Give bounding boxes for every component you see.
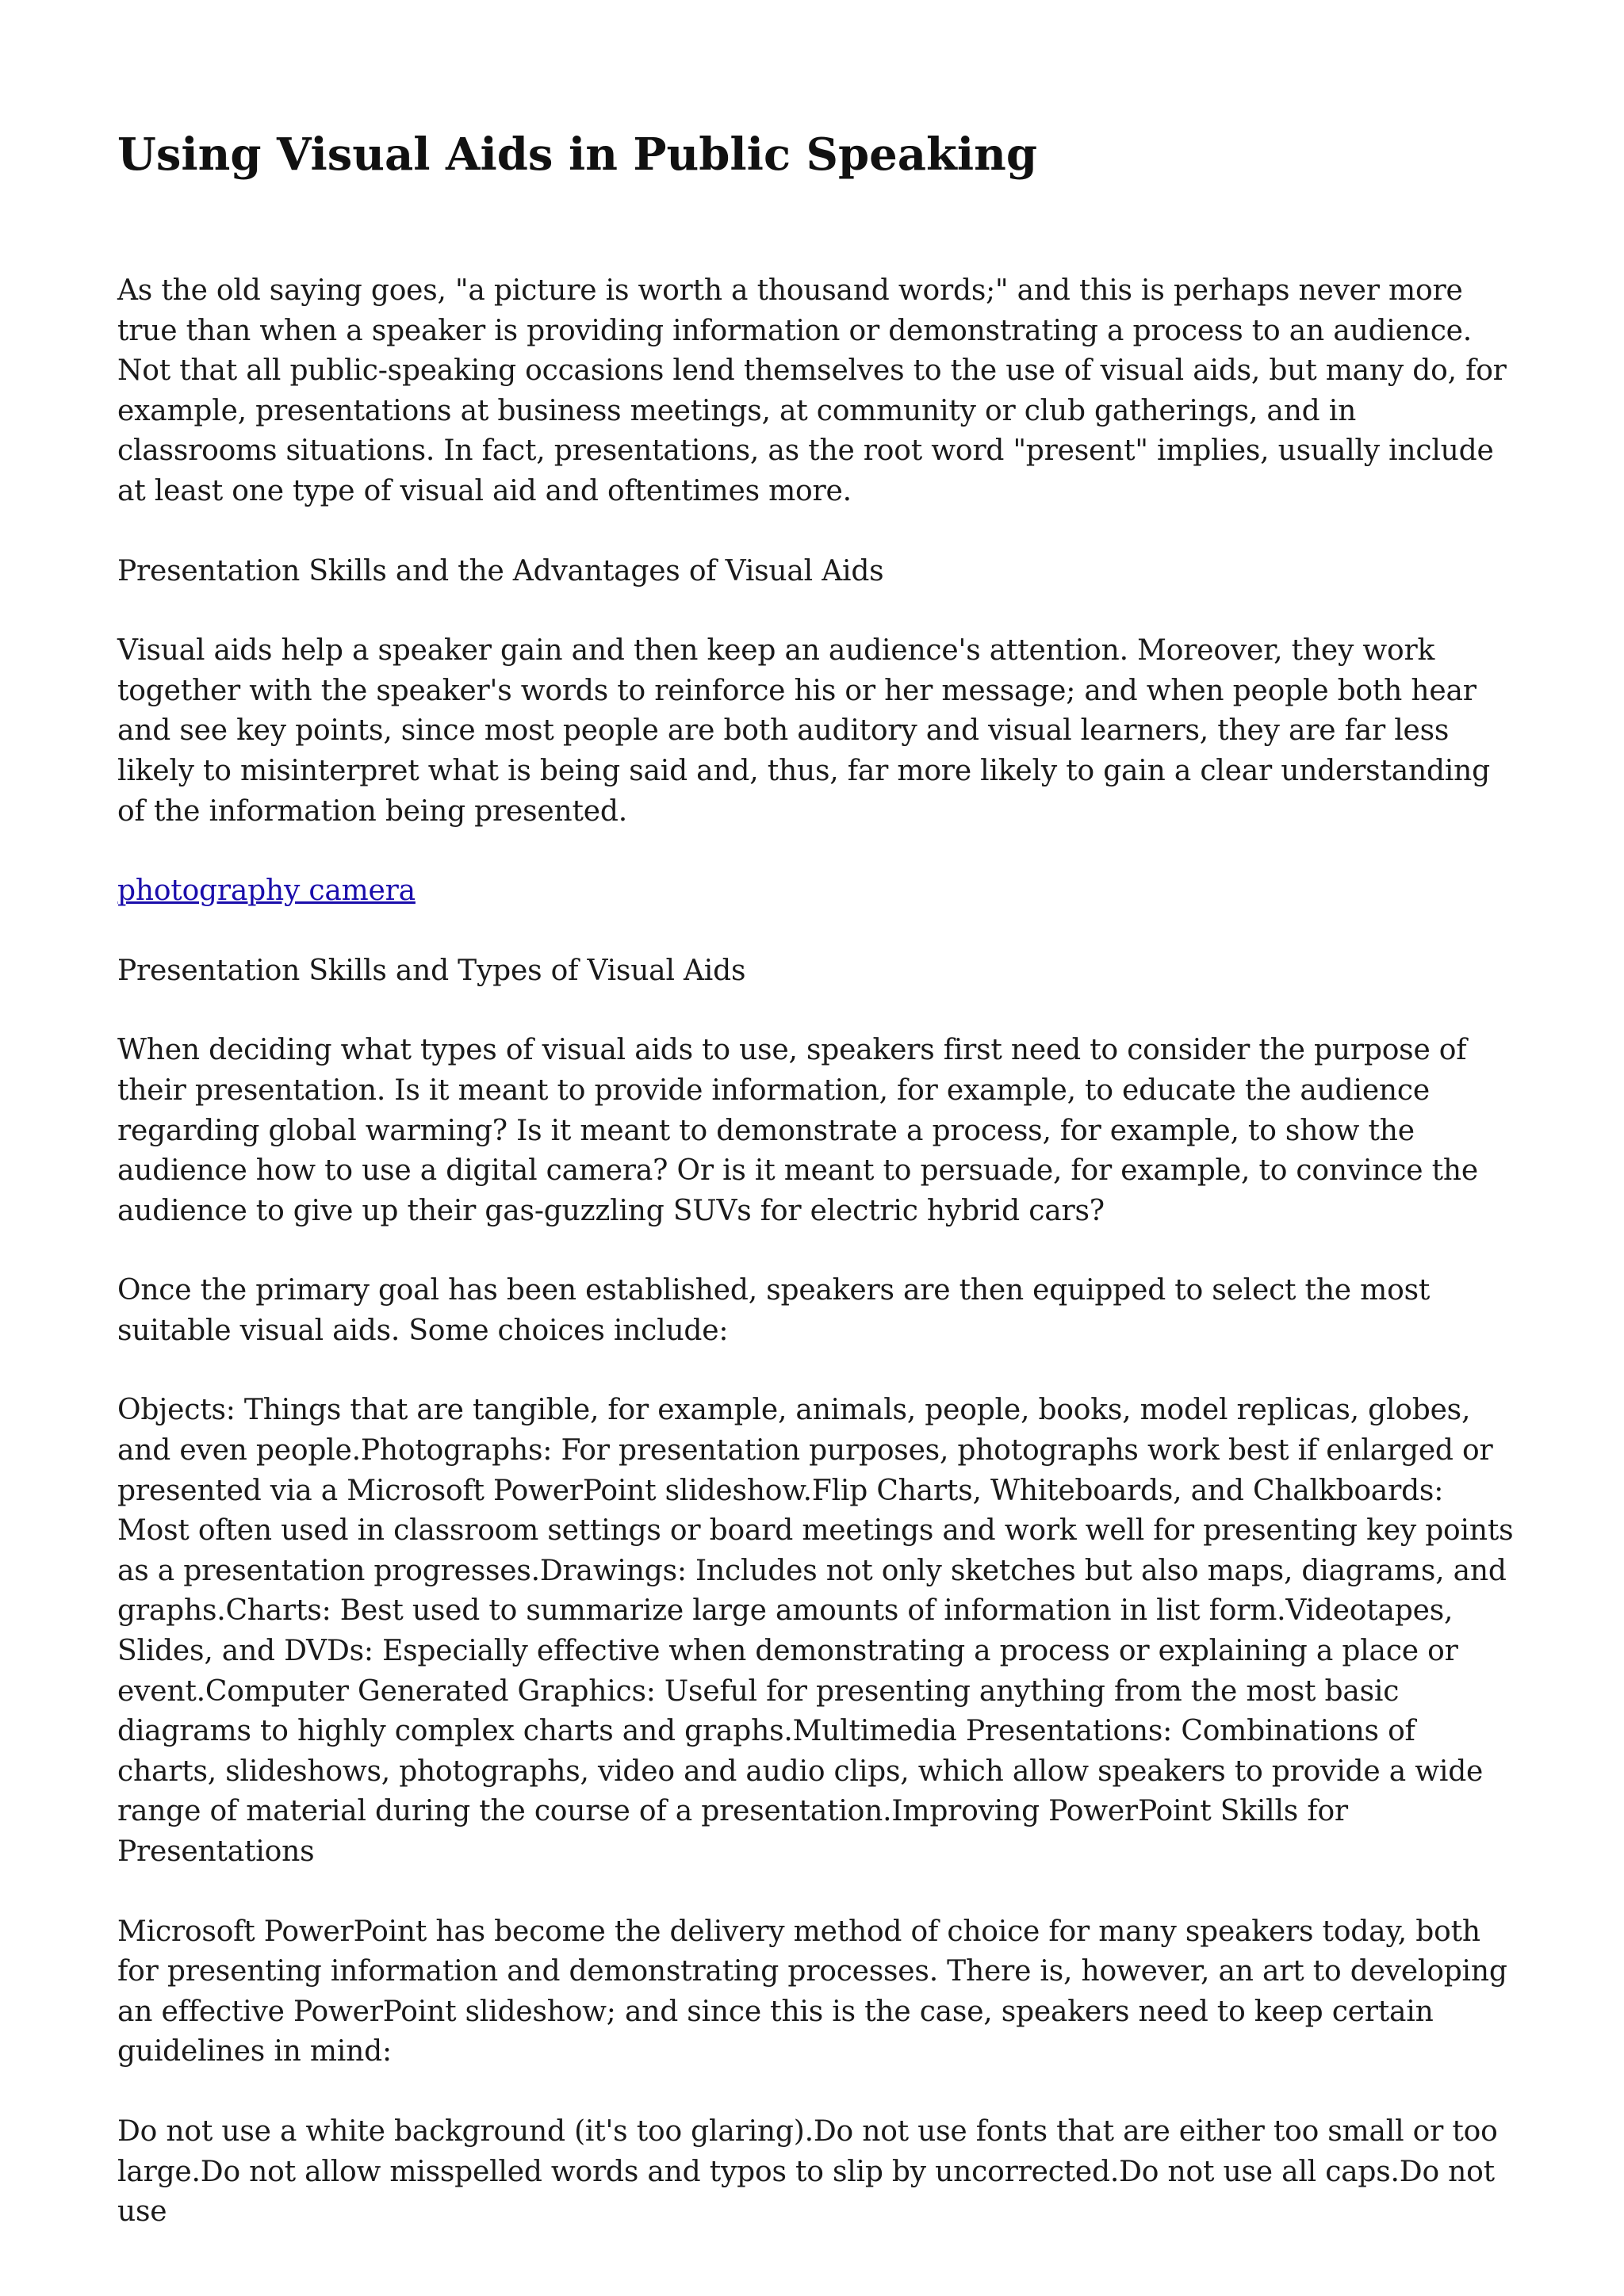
paragraph-choices: Objects: Things that are tangible, for example, animals, people, books, model replicas, globes, and even people.Photographs: For presentation purposes, photographs work best if enlarged or presented via a Microsoft PowerPoint slideshow.Flip Charts, Whiteboards, and Chalkboards: Most often used in classroom settings or board meetings and work well for presenting key points as a presentation progresses.Drawings: Includes not only sketches but also maps, diagrams, and graphs.Charts: Best used to summarize large amounts of information in list form.Videotapes, Slides, and DVDs: Especially effective when demonstrating a process or explaining a place or event.Computer Generated Graphics: Useful for presenting anything from the most basic diagrams to highly complex charts and graphs.Multimedia Presentations: Combinations of charts, slideshows, photographs, video and audio clips, which allow speakers to provide a wide range of material during the course of a presentation.Improving PowerPoint Skills for Presentations [117,1394,1514,1868]
paragraph-advantages: Visual aids help a speaker gain and then keep an audience's attention. Moreover, they work together with the speaker's words to reinforce his or her message; and when people both hear and see key points, since most people are both auditory and visual learners, they are far less likely to misinterpret what is being said and, thus, far more likely to gain a clear understanding of the information being presented. [117,634,1490,828]
section-heading-advantages: Presentation Skills and the Advantages of Visual Aids [117,554,884,587]
page-title: Using Visual Aids in Public Speaking [117,128,1038,181]
paragraph-powerpoint: Microsoft PowerPoint has become the delivery method of choice for many speakers today, both for presenting information and demonstrating processes. There is, however, an art to developing an effective PowerPoint slideshow; and since this is the case, speakers need to keep certain guidelines in mind: [117,1915,1507,2068]
section-heading-types: Presentation Skills and Types of Visual Aids [117,954,746,987]
paragraph-goal: Once the primary goal has been established, speakers are then equipped to select the most suitable visual aids. Some choices include: [117,1274,1431,1347]
link-paragraph [117,871,1521,912]
document-page [117,127,1521,2272]
paragraph-types: When deciding what types of visual aids to use, speakers first need to consider the purpose of their presentation. Is it meant to provide information, for example, to educate the audience regarding global warming? Is it meant to demonstrate a process, for example, to show the audience how to use a digital camera? Or is it meant to persuade, for example, to convince the audience to give up their gas-guzzling SUVs for electric hybrid cars? [117,1034,1478,1227]
photography-camera-link[interactable]: photography camera [117,874,416,908]
paragraph-intro: As the old saying goes, "a picture is worth a thousand words;" and this is perhaps never more true than when a speaker is providing information or demonstrating a process to an audience. Not that all public-speaking occasions lend themselves to the use of visual aids, but many do, for example, presentations at business meetings, at community or club gatherings, and in classrooms situations. In fact, presentations, as the root word "present" implies, usually include at least one type of visual aid and oftentimes more. [117,274,1507,507]
paragraph-guidelines: Do not use a white background (it's too glaring).Do not use fonts that are either too small or too large.Do not allow misspelled words and typos to slip by uncorrected.Do not use all caps.Do not use [117,2114,1498,2229]
